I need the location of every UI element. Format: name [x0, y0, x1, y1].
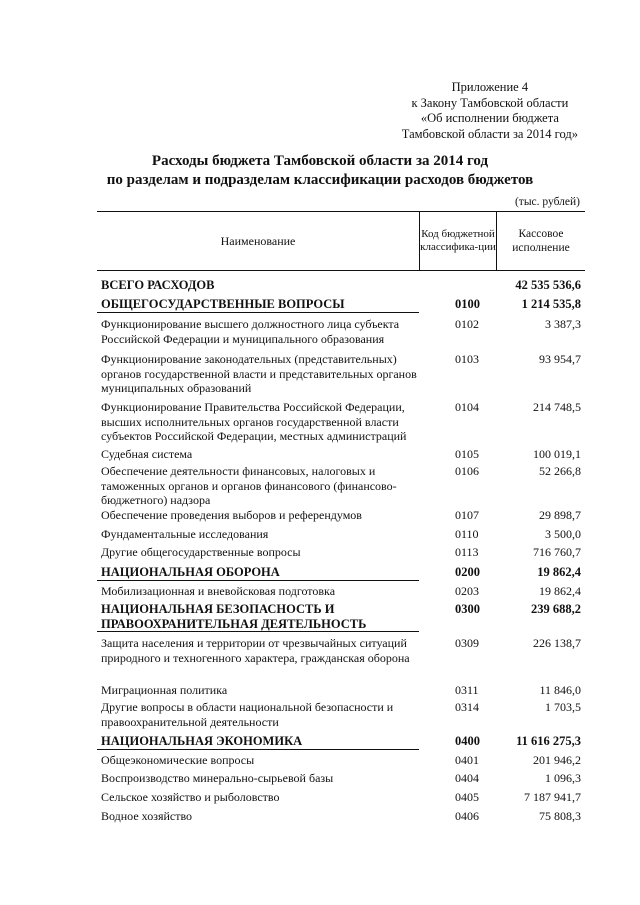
- table-row: [97, 278, 585, 293]
- row-amount: 3 387,3: [545, 317, 581, 331]
- table-row: [97, 352, 585, 396]
- row-amount: 226 138,7: [533, 636, 581, 650]
- row-code: 0300: [455, 602, 480, 616]
- row-code: 0314: [455, 700, 479, 714]
- row-name: НАЦИОНАЛЬНАЯ БЕЗОПАСНОСТЬ И ПРАВООХРАНИТЕЛЬНАЯ ДЕЯТЕЛЬНОСТЬ: [97, 602, 419, 632]
- table-row: [97, 771, 585, 786]
- document-title: [0, 152, 640, 190]
- row-amount: 29 898,7: [539, 508, 581, 522]
- header-name: Наименование: [97, 212, 420, 270]
- appendix-line-2: к Закону Тамбовской области: [411, 95, 569, 110]
- table-row: [97, 508, 585, 523]
- row-name: НАЦИОНАЛЬНАЯ ЭКОНОМИКА: [97, 734, 419, 750]
- row-code: 0405: [455, 790, 479, 804]
- row-amount: 100 019,1: [533, 447, 581, 461]
- table-row: [97, 700, 585, 729]
- row-code: 0203: [455, 584, 479, 598]
- row-amount: 7 187 941,7: [524, 790, 581, 804]
- table-row: [97, 734, 585, 750]
- appendix-note: [402, 80, 578, 142]
- row-amount: 11 846,0: [539, 683, 581, 697]
- row-amount: 75 808,3: [539, 809, 581, 823]
- row-name: Водное хозяйство: [101, 809, 193, 823]
- row-code: 0107: [455, 508, 479, 522]
- row-amount: 93 954,7: [539, 352, 581, 366]
- appendix-line-3: «Об исполнении бюджета: [420, 111, 559, 125]
- row-name: НАЦИОНАЛЬНАЯ ОБОРОНА: [97, 565, 419, 581]
- row-name: Миграционная политика: [101, 683, 228, 697]
- table-row: [97, 584, 585, 599]
- appendix-line-1: Приложение 4: [451, 80, 529, 94]
- row-code: 0200: [455, 565, 480, 579]
- row-amount: 11 616 275,3: [516, 734, 581, 748]
- row-code: 0113: [455, 545, 479, 559]
- row-code: 0309: [455, 636, 479, 650]
- row-name: Судебная система: [101, 447, 193, 461]
- row-amount: 52 266,8: [539, 464, 581, 478]
- expenditure-table: [97, 211, 585, 823]
- table-row: [97, 683, 585, 698]
- row-amount: 1 214 535,8: [521, 297, 581, 311]
- row-name: Защита населения и территории от чрезвычайных ситуаций природного и техногенного характера, гражданская оборона: [101, 636, 410, 665]
- row-amount: 201 946,2: [533, 753, 581, 767]
- table-row: [97, 809, 585, 824]
- table-row: [97, 400, 585, 444]
- table-row: [97, 636, 585, 665]
- row-amount: 42 535 536,6: [515, 278, 581, 292]
- row-amount: 19 862,4: [537, 565, 581, 579]
- row-code: 0110: [455, 527, 479, 541]
- table-header: [97, 211, 585, 271]
- table-row: [97, 317, 585, 346]
- row-code: 0406: [455, 809, 479, 823]
- row-code: 0400: [455, 734, 480, 748]
- row-code: 0311: [455, 683, 479, 697]
- header-amount: Кассовое исполнение: [512, 228, 570, 254]
- table-row: [97, 527, 585, 542]
- row-amount: 3 500,0: [545, 527, 581, 541]
- row-name: Обеспечение проведения выборов и референдумов: [101, 508, 362, 522]
- row-name: Мобилизационная и вневойсковая подготовка: [101, 584, 336, 598]
- row-code: 0106: [455, 464, 479, 478]
- row-code: 0104: [455, 400, 479, 414]
- row-amount: 1 096,3: [545, 771, 581, 785]
- row-name: Фундаментальные исследования: [101, 527, 269, 541]
- row-name: Функционирование Правительства Российской Федерации, высших исполнительных органов государственной власти субъектов Российской Федерации, местных администраций: [101, 400, 407, 443]
- table-row: [97, 545, 585, 560]
- row-code: 0401: [455, 753, 479, 767]
- row-amount: 19 862,4: [539, 584, 581, 598]
- row-name: Обеспечение деятельности финансовых, налоговых и таможенных органов и органов финансового (финансово-бюджетного) надзора: [101, 464, 397, 507]
- row-code: 0100: [455, 297, 480, 311]
- table-row: [97, 447, 585, 462]
- row-code: 0404: [455, 771, 479, 785]
- title-line-2: по разделам и подразделам классификации расходов бюджетов: [106, 172, 534, 188]
- row-amount: 239 688,2: [531, 602, 581, 616]
- table-row: [97, 464, 585, 508]
- table-row: [97, 602, 585, 632]
- row-amount: 214 748,5: [533, 400, 581, 414]
- row-name: Общеэкономические вопросы: [101, 753, 255, 767]
- table-row: [97, 790, 585, 805]
- table-row: [97, 297, 585, 313]
- row-name: ОБЩЕГОСУДАРСТВЕННЫЕ ВОПРОСЫ: [97, 297, 419, 313]
- row-code: 0102: [455, 317, 479, 331]
- table-row: [97, 565, 585, 581]
- row-name: Функционирование законодательных (представительных) органов государственной власти и представительных органов муниципальных образований: [101, 352, 417, 395]
- title-line-1: Расходы бюджета Тамбовской области за 2014 год: [151, 153, 489, 169]
- row-name: ВСЕГО РАСХОДОВ: [101, 278, 215, 292]
- row-code: 0103: [455, 352, 479, 366]
- units-note: (тыс. рублей): [514, 196, 580, 208]
- row-name: Функционирование высшего должностного лица субъекта Российской Федерации и муниципального образования: [101, 317, 400, 346]
- row-name: Воспроизводство минерально-сырьевой базы: [101, 771, 334, 785]
- row-amount: 716 760,7: [533, 545, 581, 559]
- row-name: Другие вопросы в области национальной безопасности и правоохранительной деятельности: [101, 700, 394, 729]
- table-row: [97, 753, 585, 768]
- row-name: Другие общегосударственные вопросы: [101, 545, 301, 559]
- header-code: Код бюджетной классифика-ции: [420, 212, 497, 270]
- appendix-line-4: Тамбовской области за 2014 год»: [401, 126, 578, 141]
- row-amount: 1 703,5: [545, 700, 581, 714]
- row-name: Сельское хозяйство и рыболовство: [101, 790, 280, 804]
- row-code: 0105: [455, 447, 479, 461]
